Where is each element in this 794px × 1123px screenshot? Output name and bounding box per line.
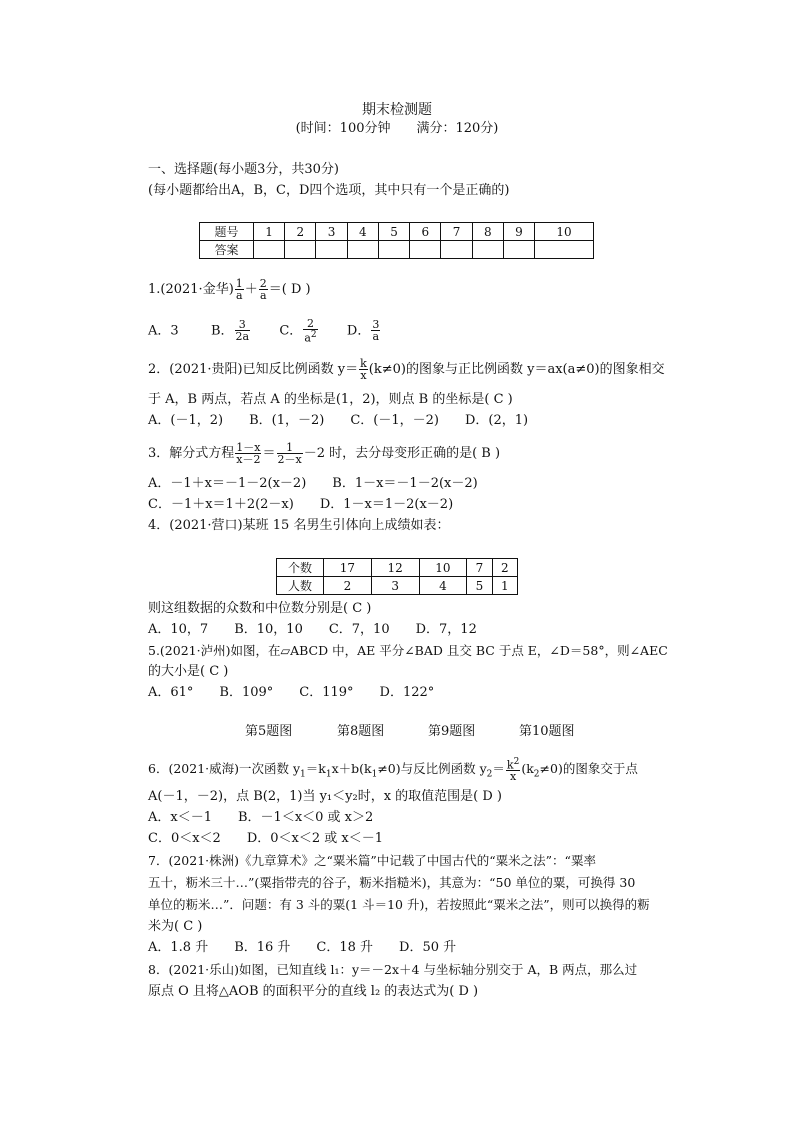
q2-line-2: 于 A，B 两点，若点 A 的坐标是(1，2)，则点 B 的坐标是( C ) [148,392,513,407]
q5-line-2: 的大小是( C ) [148,664,229,679]
question-2 [148,358,665,382]
answer-cell [378,241,409,259]
q4-table-cell: 1 [492,577,517,595]
figure-caption-8: 第8题图 [337,724,385,739]
q7-options: A．1.8 升 B．16 升 C．18 升 D．50 升 [148,940,457,955]
q5-options: A．61° B．109° C．119° D．122° [148,685,435,700]
answer-cell [285,241,316,259]
q3-fraction-2: $\frac{1}{2-x}$ [277,441,302,466]
q7-line-4: 米为( C ) [148,919,203,934]
q6-sub: 1 [325,769,332,780]
q1-option-b-label: B． [210,323,234,339]
q6-options-ab: A．x＜－1 B．－1＜x＜0 或 x＞2 [148,810,374,825]
q4-question: 则这组数据的众数和中位数分别是( C ) [148,601,372,616]
answer-cell [441,241,472,259]
q4-table-row-label: 人数 [277,577,324,595]
q4-table [276,558,518,595]
q2-options: A．(－1，2) B．(1，－2) C．(－1，－2) D．(2，1) [148,413,529,428]
q3-options-ab: A．－1＋x＝－1－2(x－2) B．1－x＝－1－2(x－2) [148,476,478,491]
q6-text: ＝ [492,761,505,776]
q4-table-cell: 17 [324,559,372,577]
answer-cell [347,241,378,259]
answer-table-number: 6 [410,223,441,241]
q3-fraction-1: $\frac{1-x}{x-2}$ [236,441,261,466]
q6-sub: 2 [533,769,540,780]
q6-sub: 1 [371,769,378,780]
q1-option-c: $\frac{2}{a^2}$ [304,317,317,345]
answer-table-answer-label: 答案 [200,241,254,259]
q3-options-cd: C．－1＋x＝1＋2(2－x) D．1－x＝1－2(x－2) [148,497,454,512]
q6-text: (k [521,761,534,776]
q1-options [148,318,381,344]
q1-option-d-label: D． [346,323,371,339]
q2-lead: 2．(2021·贵阳)已知反比例函数 y＝ [148,362,359,377]
answer-table-number: 8 [472,223,503,241]
q7-line-3: 单位的粝米…”．问题：有 3 斗的粟(1 斗＝10 升)，若按照此“粟米之法”，则可以换得的粝 [148,897,650,912]
answer-table-number: 9 [503,223,534,241]
answer-table-number: 5 [378,223,409,241]
answer-table-number: 1 [254,223,285,241]
figure-caption-5: 第5题图 [245,724,293,739]
q4-table-cell: 3 [371,577,419,595]
q1-answer: ＝( D ) [268,282,311,297]
q6-fraction: $\frac{k^2}{x}$ [506,756,520,784]
q3-equals: ＝ [262,446,276,461]
question-8: 8．(2021·乐山)如图，已知直线 l₁：y＝－2x＋4 与坐标轴分别交于 A，B 两点，那么过 [148,962,638,977]
answer-table-number: 10 [535,223,594,241]
q4-table-row-label: 个数 [277,559,324,577]
q4-options: A．10，7 B．10，10 C．7，10 D．7，12 [148,622,477,637]
answer-table-number: 2 [285,223,316,241]
page-title: 期末检测题 [362,102,432,118]
q4-table-cell: 2 [324,577,372,595]
q3-lead: 3．解分式方程 [148,446,235,461]
q1-plus: ＋ [244,282,258,297]
q2-fraction: $\frac{k}{x}$ [360,357,367,382]
q6-text: 6．(2021·威海)一次函数 y [148,761,301,776]
q1-fraction-1: $\frac{1}{a}$ [235,277,243,302]
question-4: 4．(2021·营口)某班 15 名男生引体向上成绩如表： [148,518,450,533]
q6-text: ≠0)与反比例函数 y [377,761,487,776]
q1-option-d: $\frac{3}{a}$ [372,318,380,344]
q3-tail: －2 时，去分母变形正确的是( B ) [303,446,501,461]
q4-table-cell: 10 [419,559,467,577]
q6-sub: 2 [486,769,493,780]
answer-table-header-label: 题号 [200,223,254,241]
q6-sub: 1 [300,769,306,780]
question-1 [148,278,311,302]
q1-fraction-2: $\frac{2}{a}$ [259,277,267,302]
q7-line-2: 五十，粝米三十…”(粟指带壳的谷子，粝米指糙米)，其意为：“50 单位的粟，可换得 30 [148,875,636,890]
question-7: 7．(2021·株洲)《九章算术》之“粟米篇”中记载了中国古代的“粟米之法”：“粟率 [148,853,596,868]
answer-cell [410,241,441,259]
q4-table-cell: 2 [492,559,517,577]
answer-table-number: 3 [316,223,347,241]
answer-table [199,222,594,259]
q6-text: ＝k [305,761,326,776]
q1-lead: 1.(2021·金华) [148,282,234,297]
answer-table-number: 7 [441,223,472,241]
q8-line-2: 原点 O 且将△AOB 的面积平分的直线 l₂ 的表达式为( D ) [148,984,479,999]
q1-option-a: A．3 [148,323,179,339]
q4-table-cell: 5 [467,577,492,595]
question-3 [148,442,500,466]
answer-cell [535,241,594,259]
q4-table-cell: 12 [371,559,419,577]
figure-caption-9: 第9题图 [428,724,476,739]
q6-options-cd: C．0＜x＜2 D．0＜x＜2 或 x＜－1 [148,831,383,846]
answer-cell [472,241,503,259]
q1-option-c-label: C． [279,323,303,339]
answer-cell [503,241,534,259]
q4-table-cell: 7 [467,559,492,577]
question-6 [148,756,638,788]
q6-text: x＋b(k [331,761,372,776]
section-note: (每小题都给出A，B，C，D四个选项，其中只有一个是正确的) [148,183,510,198]
question-5: 5.(2021·泸州)如图，在▱ABCD 中，AE 平分∠BAD 且交 BC 于点 E，∠D＝58°，则∠AEC [148,643,668,658]
figure-caption-10: 第10题图 [519,724,575,739]
q1-option-b: $\frac{3}{2a}$ [235,318,250,344]
q4-table-cell: 4 [419,577,467,595]
answer-cell [254,241,285,259]
section-heading: 一、选择题(每小题3分，共30分) [148,162,339,177]
answer-table-number: 4 [347,223,378,241]
q2-tail: (k≠0)的图象与正比例函数 y＝ax(a≠0)的图象相交 [368,362,665,377]
q6-line-2: A(－1，－2)，点 B(2，1)当 y₁＜y₂时，x 的取值范围是( D ) [148,789,502,804]
q6-text: ≠0)的图象交于点 [539,761,638,776]
answer-cell [316,241,347,259]
page-subtitle: (时间：100分钟 满分：120分) [295,121,499,136]
